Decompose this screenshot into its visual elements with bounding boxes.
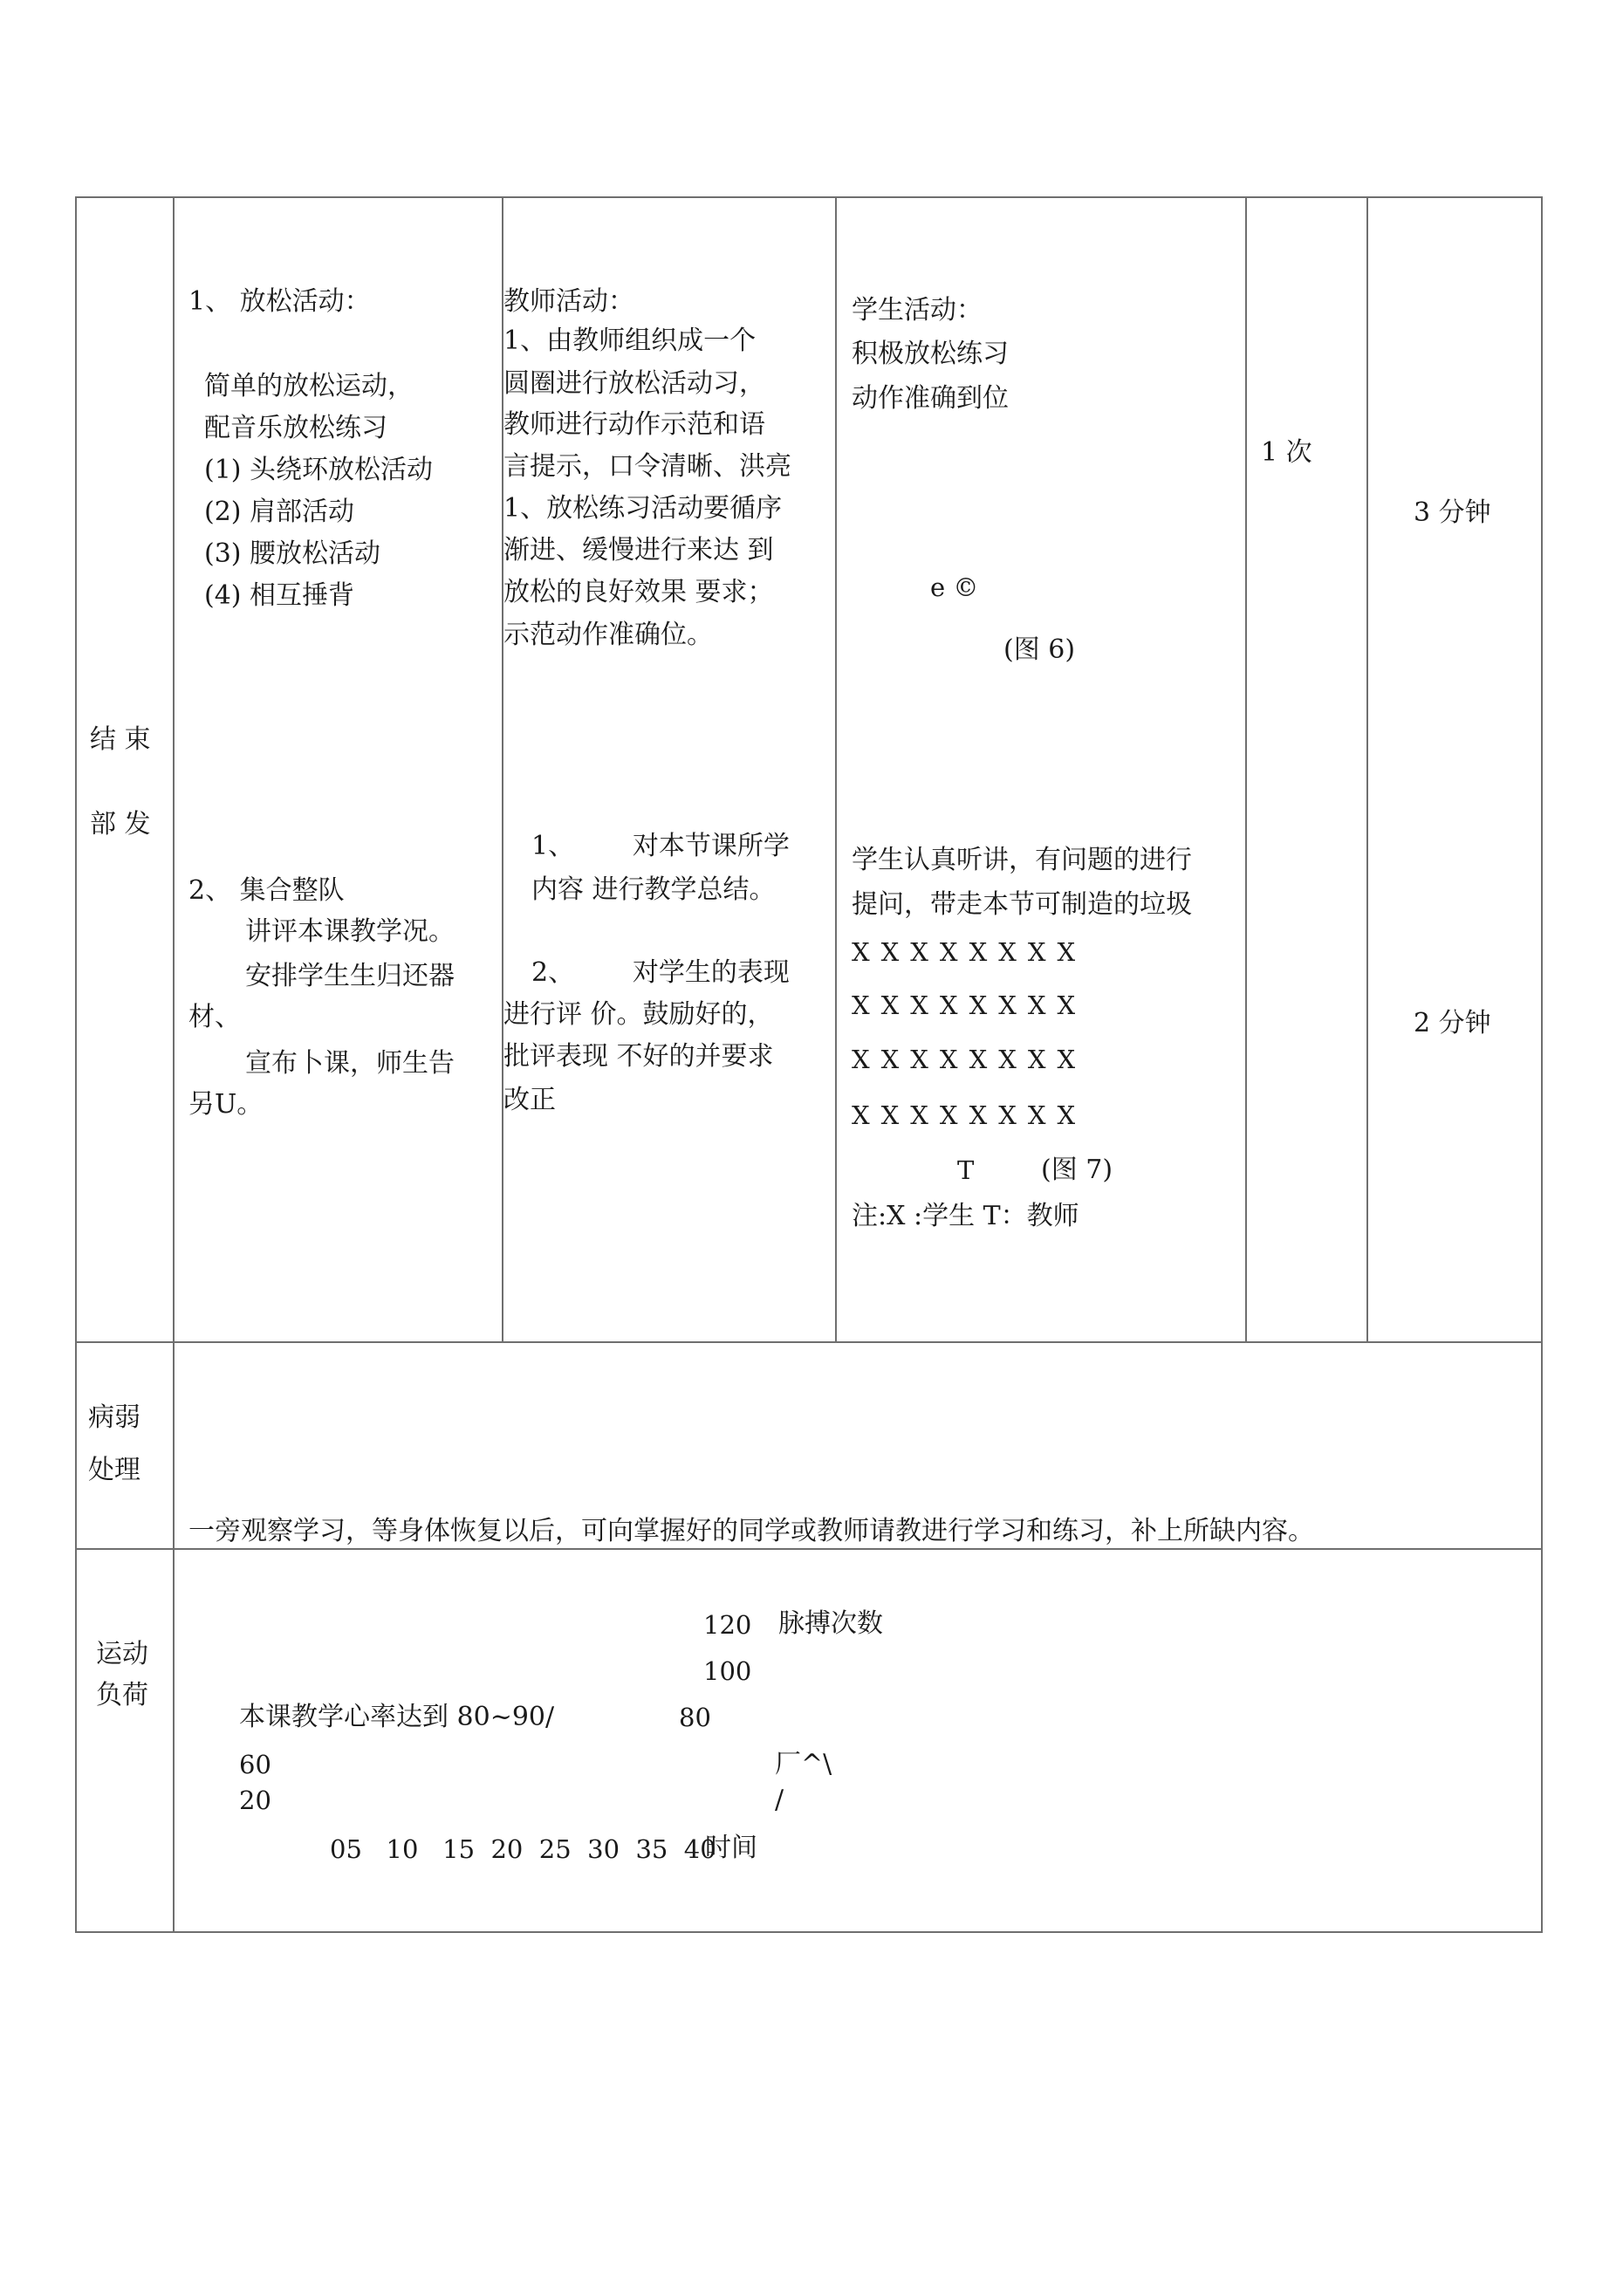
assembly-student-line: 提问，带走本节可制造的垃圾: [852, 889, 1192, 920]
relax-count: 1 次: [1261, 437, 1312, 468]
relax-teacher-line: 圆圈进行放松活动习，: [503, 368, 765, 399]
y-tick: 60: [239, 1750, 271, 1779]
y-tick: 120: [703, 1610, 752, 1640]
relax-teacher-line: 1、放松练习活动要循序: [503, 493, 783, 524]
section-label-line1: 结 束: [90, 724, 151, 755]
relax-figure-caption: (图 6): [1003, 634, 1076, 665]
assembly-teacher-line: 改正: [503, 1085, 556, 1115]
assembly-line: 安排学生生归还器: [245, 961, 455, 991]
row-divider-load: [75, 1548, 1543, 1550]
relax-teacher-line: 渐进、缓慢进行来达 到: [503, 535, 774, 565]
pulse-curve-bottom: /: [775, 1785, 784, 1815]
student-column-divider: [1245, 196, 1247, 1341]
assembly-teacher-line: 进行评 价。鼓励好的，: [503, 999, 774, 1030]
relax-teacher-line: 教师活动：: [503, 286, 634, 317]
assembly-line: 讲评本课教学况。: [245, 916, 455, 947]
y-tick: 80: [679, 1703, 711, 1732]
load-chart-title: 脉搏次数: [778, 1608, 883, 1639]
assembly-line: 另U。: [188, 1089, 264, 1120]
relax-teacher-line: 1、由教师组织成一个: [503, 326, 757, 356]
heart-rate-target: 本课教学心率达到 80~90/: [239, 1702, 555, 1732]
relax-teacher-line: 示范动作准确位。: [503, 620, 713, 650]
illness-label-line2: 处理: [88, 1455, 140, 1485]
relax-student-line: 学生活动：: [852, 295, 983, 326]
teacher-column-divider: [835, 196, 837, 1341]
assembly-student-line: 学生认真听讲，有问题的进行: [852, 845, 1192, 875]
label-column-divider: [173, 196, 175, 1931]
load-label-line2: 负荷: [96, 1680, 148, 1710]
assembly-time: 2 分钟: [1414, 1008, 1491, 1038]
relax-student-line: 动作准确到位: [852, 383, 1009, 414]
relax-time: 3 分钟: [1414, 497, 1491, 528]
relax-student-line: 积极放松练习: [852, 339, 1009, 369]
relax-title: 1、 放松活动：: [188, 286, 371, 317]
formation-row: XXXXXXXX: [852, 1100, 1087, 1130]
formation-row: XXXXXXXX: [852, 937, 1087, 967]
section-label-line2: 部 发: [90, 809, 151, 840]
y-tick: 100: [703, 1656, 752, 1686]
assembly-teacher-line: 内容 进行教学总结。: [531, 874, 776, 905]
relax-item: (2) 肩部活动: [204, 497, 355, 527]
relax-item: (3) 腰放松活动: [204, 538, 381, 569]
formation-row: XXXXXXXX: [852, 990, 1087, 1020]
relax-intro-line2: 配音乐放松练习: [204, 413, 387, 443]
assembly-teacher-line: 1、 对本节课所学: [531, 831, 790, 861]
illness-label-line1: 病弱: [88, 1402, 140, 1433]
relax-teacher-line: 言提示，口令清晰、洪亮: [503, 451, 791, 482]
table-top-border: [75, 196, 1543, 198]
relax-item: (1) 头绕环放松活动: [204, 455, 434, 485]
assembly-teacher-line: 2、 对学生的表现: [531, 957, 790, 988]
y-tick: 20: [239, 1785, 271, 1815]
pulse-curve-top: 厂^\: [775, 1749, 832, 1779]
relax-symbol: e ©: [930, 572, 979, 602]
illness-text: 一旁观察学习，等身体恢复以后，可向掌握好的同学或教师请教进行学习和练习，补上所缺内容。: [188, 1516, 1314, 1546]
load-label-line1: 运动: [96, 1639, 148, 1669]
x-axis-label: 时间: [705, 1833, 757, 1863]
relax-teacher-line: 放松的良好效果 要求；: [503, 577, 774, 607]
table-right-border: [1541, 196, 1543, 1931]
x-ticks: 05 10 15 20 25 30 35 40: [330, 1834, 716, 1864]
relax-teacher-line: 教师进行动作示范和语: [503, 409, 765, 440]
relax-item: (4) 相互捶背: [204, 580, 355, 611]
assembly-title: 2、 集合整队: [188, 875, 345, 906]
assembly-line: 宣布卜课，师生告: [245, 1048, 455, 1079]
formation-legend: 注:X :学生 T：教师: [852, 1201, 1079, 1231]
table-left-border: [75, 196, 77, 1931]
table-bottom-border: [75, 1931, 1543, 1933]
row-divider-illness: [75, 1341, 1543, 1343]
assembly-line: 材、: [188, 1002, 241, 1032]
relax-intro-line1: 简单的放松运动，: [204, 371, 414, 401]
teacher-position-mark: T: [957, 1155, 975, 1185]
assembly-figure-caption: (图 7): [1041, 1155, 1113, 1185]
count-column-divider: [1366, 196, 1368, 1341]
formation-row: XXXXXXXX: [852, 1045, 1087, 1074]
assembly-teacher-line: 批评表现 不好的并要求: [503, 1041, 774, 1072]
